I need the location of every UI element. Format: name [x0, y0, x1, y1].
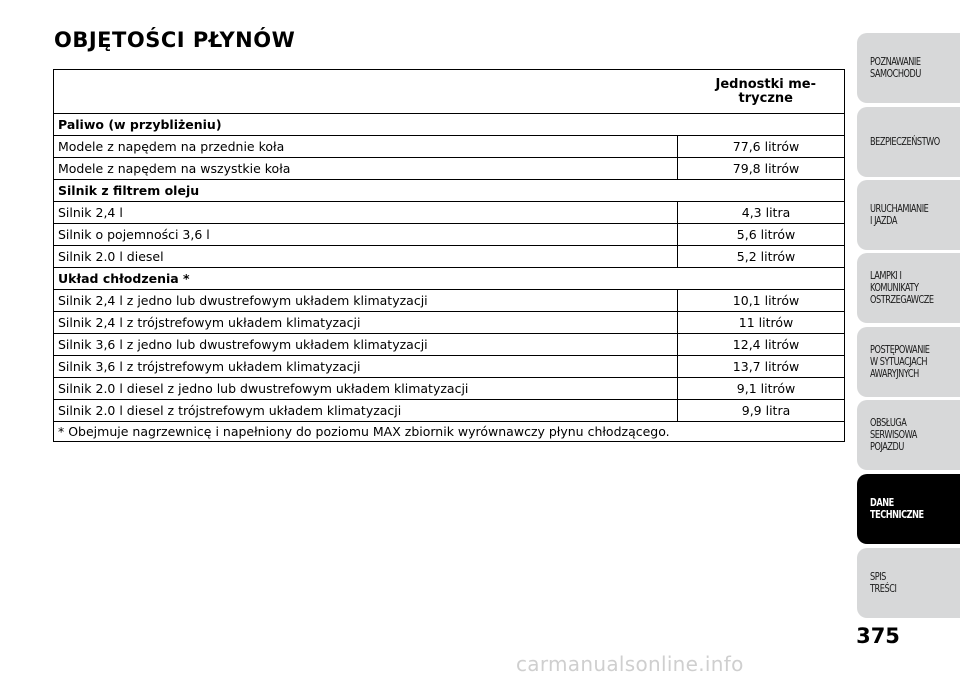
chapter-tabs — [857, 0, 960, 678]
tab-poznawanie-samochodu[interactable] — [857, 33, 960, 103]
tab-label: SPIS TREŚCI — [870, 571, 897, 595]
metric-units-header-line1: Jednostki me- — [715, 76, 816, 92]
tab-label: POZNAWANIE SAMOCHODU — [870, 56, 921, 80]
row-value: 12,4 litrów — [678, 334, 845, 356]
tab-spis-tresci[interactable] — [857, 548, 960, 618]
row-label: Silnik 2.0 l diesel z trójstrefowym układem klimatyzacji — [54, 400, 678, 422]
table-row — [54, 356, 845, 378]
tab-label: POSTĘPOWANIE W SYTUACJACH AWARYJNYCH — [870, 344, 930, 380]
row-value: 5,6 litrów — [678, 224, 845, 246]
table-row — [54, 334, 845, 356]
row-value: 13,7 litrów — [678, 356, 845, 378]
row-value: 9,9 litra — [678, 400, 845, 422]
row-label: Silnik 3,6 l z trójstrefowym układem klimatyzacji — [54, 356, 678, 378]
footnote-row — [54, 422, 845, 442]
row-value: 9,1 litrów — [678, 378, 845, 400]
tab-label: BEZPIECZEŃSTWO — [870, 136, 940, 148]
row-label: Silnik 2,4 l z jedno lub dwustrefowym układem klimatyzacji — [54, 290, 678, 312]
table-row — [54, 158, 845, 180]
table-row — [54, 290, 845, 312]
row-label: Silnik 2,4 l — [54, 202, 678, 224]
table-row — [54, 202, 845, 224]
metric-units-header — [678, 70, 845, 114]
section-title-cooling: Układ chłodzenia * — [54, 268, 845, 290]
footnote: * Obejmuje nagrzewnicę i napełniony do poziomu MAX zbiornik wyrównawczy płynu chłodzącego. — [54, 422, 845, 442]
section-row-fuel — [54, 114, 845, 136]
tab-uruchamianie-i-jazda[interactable] — [857, 180, 960, 250]
row-value: 5,2 litrów — [678, 246, 845, 268]
tab-label: DANE TECHNICZNE — [870, 497, 924, 521]
row-label: Silnik o pojemności 3,6 l — [54, 224, 678, 246]
tab-lampki-i-komunikaty[interactable] — [857, 253, 960, 323]
row-value: 79,8 litrów — [678, 158, 845, 180]
row-value: 11 litrów — [678, 312, 845, 334]
fluid-capacities-table — [53, 69, 845, 442]
watermark: carmanualsonline.info — [516, 652, 744, 676]
row-value: 77,6 litrów — [678, 136, 845, 158]
row-value: 10,1 litrów — [678, 290, 845, 312]
section-title-engine-oil: Silnik z filtrem oleju — [54, 180, 845, 202]
table-row — [54, 136, 845, 158]
tab-bezpieczenstwo[interactable] — [857, 107, 960, 177]
tab-label: URUCHAMIANIE I JAZDA — [870, 203, 929, 227]
section-row-cooling — [54, 268, 845, 290]
tab-label: OBSŁUGA SERWISOWA POJAZDU — [870, 417, 917, 453]
table-row — [54, 312, 845, 334]
row-label: Silnik 2.0 l diesel — [54, 246, 678, 268]
table-header-row — [54, 70, 845, 114]
page-title: OBJĘTOŚCI PŁYNÓW — [54, 28, 296, 52]
row-label: Modele z napędem na wszystkie koła — [54, 158, 678, 180]
page-number: 375 — [856, 624, 900, 648]
row-label: Silnik 2,4 l z trójstrefowym układem klimatyzacji — [54, 312, 678, 334]
tab-dane-techniczne[interactable] — [857, 474, 960, 544]
tab-postepowanie-awaryjne[interactable] — [857, 327, 960, 397]
table-row — [54, 224, 845, 246]
section-title-fuel: Paliwo (w przybliżeniu) — [54, 114, 845, 136]
row-label: Silnik 2.0 l diesel z jedno lub dwustrefowym układem klimatyzacji — [54, 378, 678, 400]
row-label: Silnik 3,6 l z jedno lub dwustrefowym układem klimatyzacji — [54, 334, 678, 356]
section-row-engine-oil — [54, 180, 845, 202]
table-header-blank — [54, 70, 678, 114]
metric-units-header-line2: tryczne — [738, 90, 793, 106]
table-row — [54, 246, 845, 268]
row-label: Modele z napędem na przednie koła — [54, 136, 678, 158]
row-value: 4,3 litra — [678, 202, 845, 224]
tab-label: LAMPKI I KOMUNIKATY OSTRZEGAWCZE — [870, 270, 934, 306]
table-row — [54, 400, 845, 422]
table-row — [54, 378, 845, 400]
tab-obsluga-serwisowa[interactable] — [857, 400, 960, 470]
